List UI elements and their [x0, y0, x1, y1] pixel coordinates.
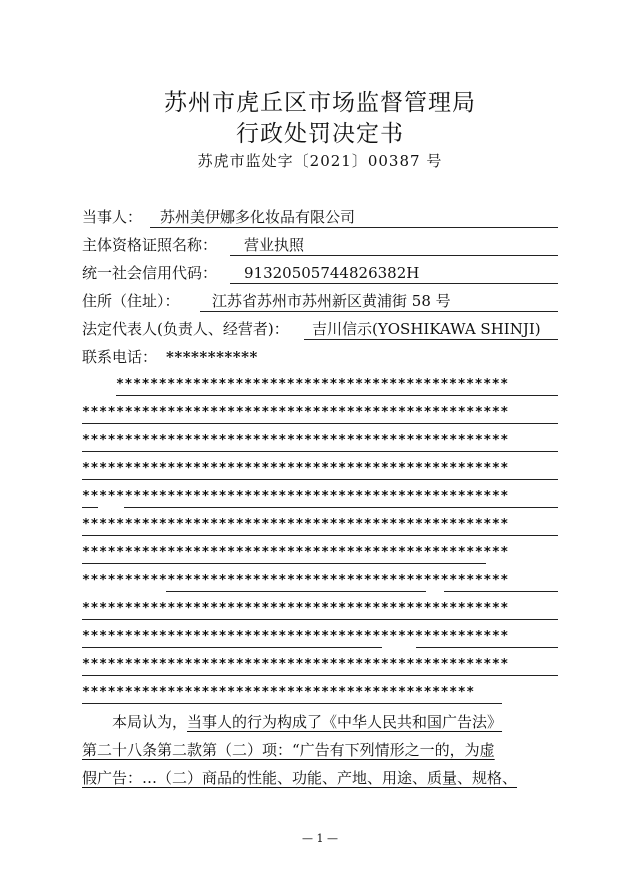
legal-rep-value: 吉川信示(YOSHIKAWA SHINJI): [312, 320, 541, 338]
redacted-line: **************************************************: [82, 573, 509, 588]
legal-rep-underline: [304, 339, 558, 340]
credit-code-row: [82, 262, 420, 284]
redacted-underline: [82, 563, 486, 564]
credit-code-label: 统一社会信用代码：: [82, 264, 218, 282]
agency-title: 苏州市虎丘区市场监督管理局: [164, 90, 476, 116]
redacted-underline: [116, 395, 558, 396]
body-line-text: 假广告：…（二）商品的性能、功能、产地、用途、质量、规格、: [82, 769, 518, 787]
redacted-underline: [416, 647, 558, 648]
redacted-line: **************************************************: [82, 657, 509, 672]
redacted-underline: [82, 647, 382, 648]
redacted-line: **********************************************: [82, 685, 475, 700]
document-number: 苏虎市监处字〔2021〕00387 号: [197, 152, 443, 170]
phone-row: [82, 346, 258, 368]
redacted-line: **************************************************: [82, 405, 509, 420]
party-name-value: 苏州美伊娜多化妆品有限公司: [160, 208, 356, 226]
credit-code-underline: [230, 283, 558, 284]
redacted-line: **************************************************: [82, 601, 509, 616]
party-name-label: 当事人：: [82, 208, 143, 226]
body-line: [82, 708, 558, 736]
address-label: 住所（住址）：: [82, 292, 180, 310]
redacted-underline: [82, 535, 558, 536]
redacted-underline: [82, 479, 558, 480]
redacted-line: **************************************************: [82, 629, 509, 644]
redacted-underline: [82, 451, 558, 452]
redacted-line: **********************************************: [116, 377, 509, 392]
party-name-underline: [150, 227, 558, 228]
redacted-line: **************************************************: [82, 461, 509, 476]
address-value: 江苏省苏州市苏州新区黄浦街 58 号: [212, 292, 451, 310]
redacted-underline: [82, 423, 558, 424]
redacted-line: **************************************************: [82, 433, 509, 448]
redacted-underline: [444, 591, 558, 592]
redacted-line: **************************************************: [82, 489, 509, 504]
legal-rep-row: [82, 318, 541, 340]
body-line-text: 第二十八条第二款第（二）项：“广告有下列情形之一的，为虚: [82, 741, 495, 759]
phone-label: 联系电话：: [82, 348, 158, 366]
body-line-underlined: 当事人的行为构成了《中华人民共和国广告法》: [187, 713, 503, 731]
phone-value: ***********: [166, 348, 258, 366]
license-row: [82, 234, 305, 256]
redacted-line: **************************************************: [82, 517, 509, 532]
redacted-underline: [82, 703, 502, 704]
address-underline: [200, 311, 558, 312]
redacted-line: **************************************************: [82, 545, 509, 560]
body-line-prefix: 本局认为，: [112, 713, 188, 731]
redacted-underline: [82, 619, 558, 620]
legal-rep-label: 法定代表人(负责人、经营者)：: [82, 320, 289, 338]
license-underline: [230, 255, 558, 256]
license-value: 营业执照: [244, 236, 305, 254]
credit-code-value: 91320505744826382H: [244, 264, 420, 282]
redacted-underline: [166, 591, 426, 592]
page-number: — 1 —: [302, 832, 338, 845]
redacted-underline: [82, 507, 98, 508]
document-type-title: 行政处罚决定书: [236, 121, 404, 147]
address-row: [82, 290, 451, 312]
body-line: [82, 764, 558, 792]
party-name-row: [82, 206, 356, 228]
redacted-underline: [82, 675, 558, 676]
body-line: [82, 736, 558, 764]
redacted-underline: [124, 507, 558, 508]
license-label: 主体资格证照名称：: [82, 236, 218, 254]
